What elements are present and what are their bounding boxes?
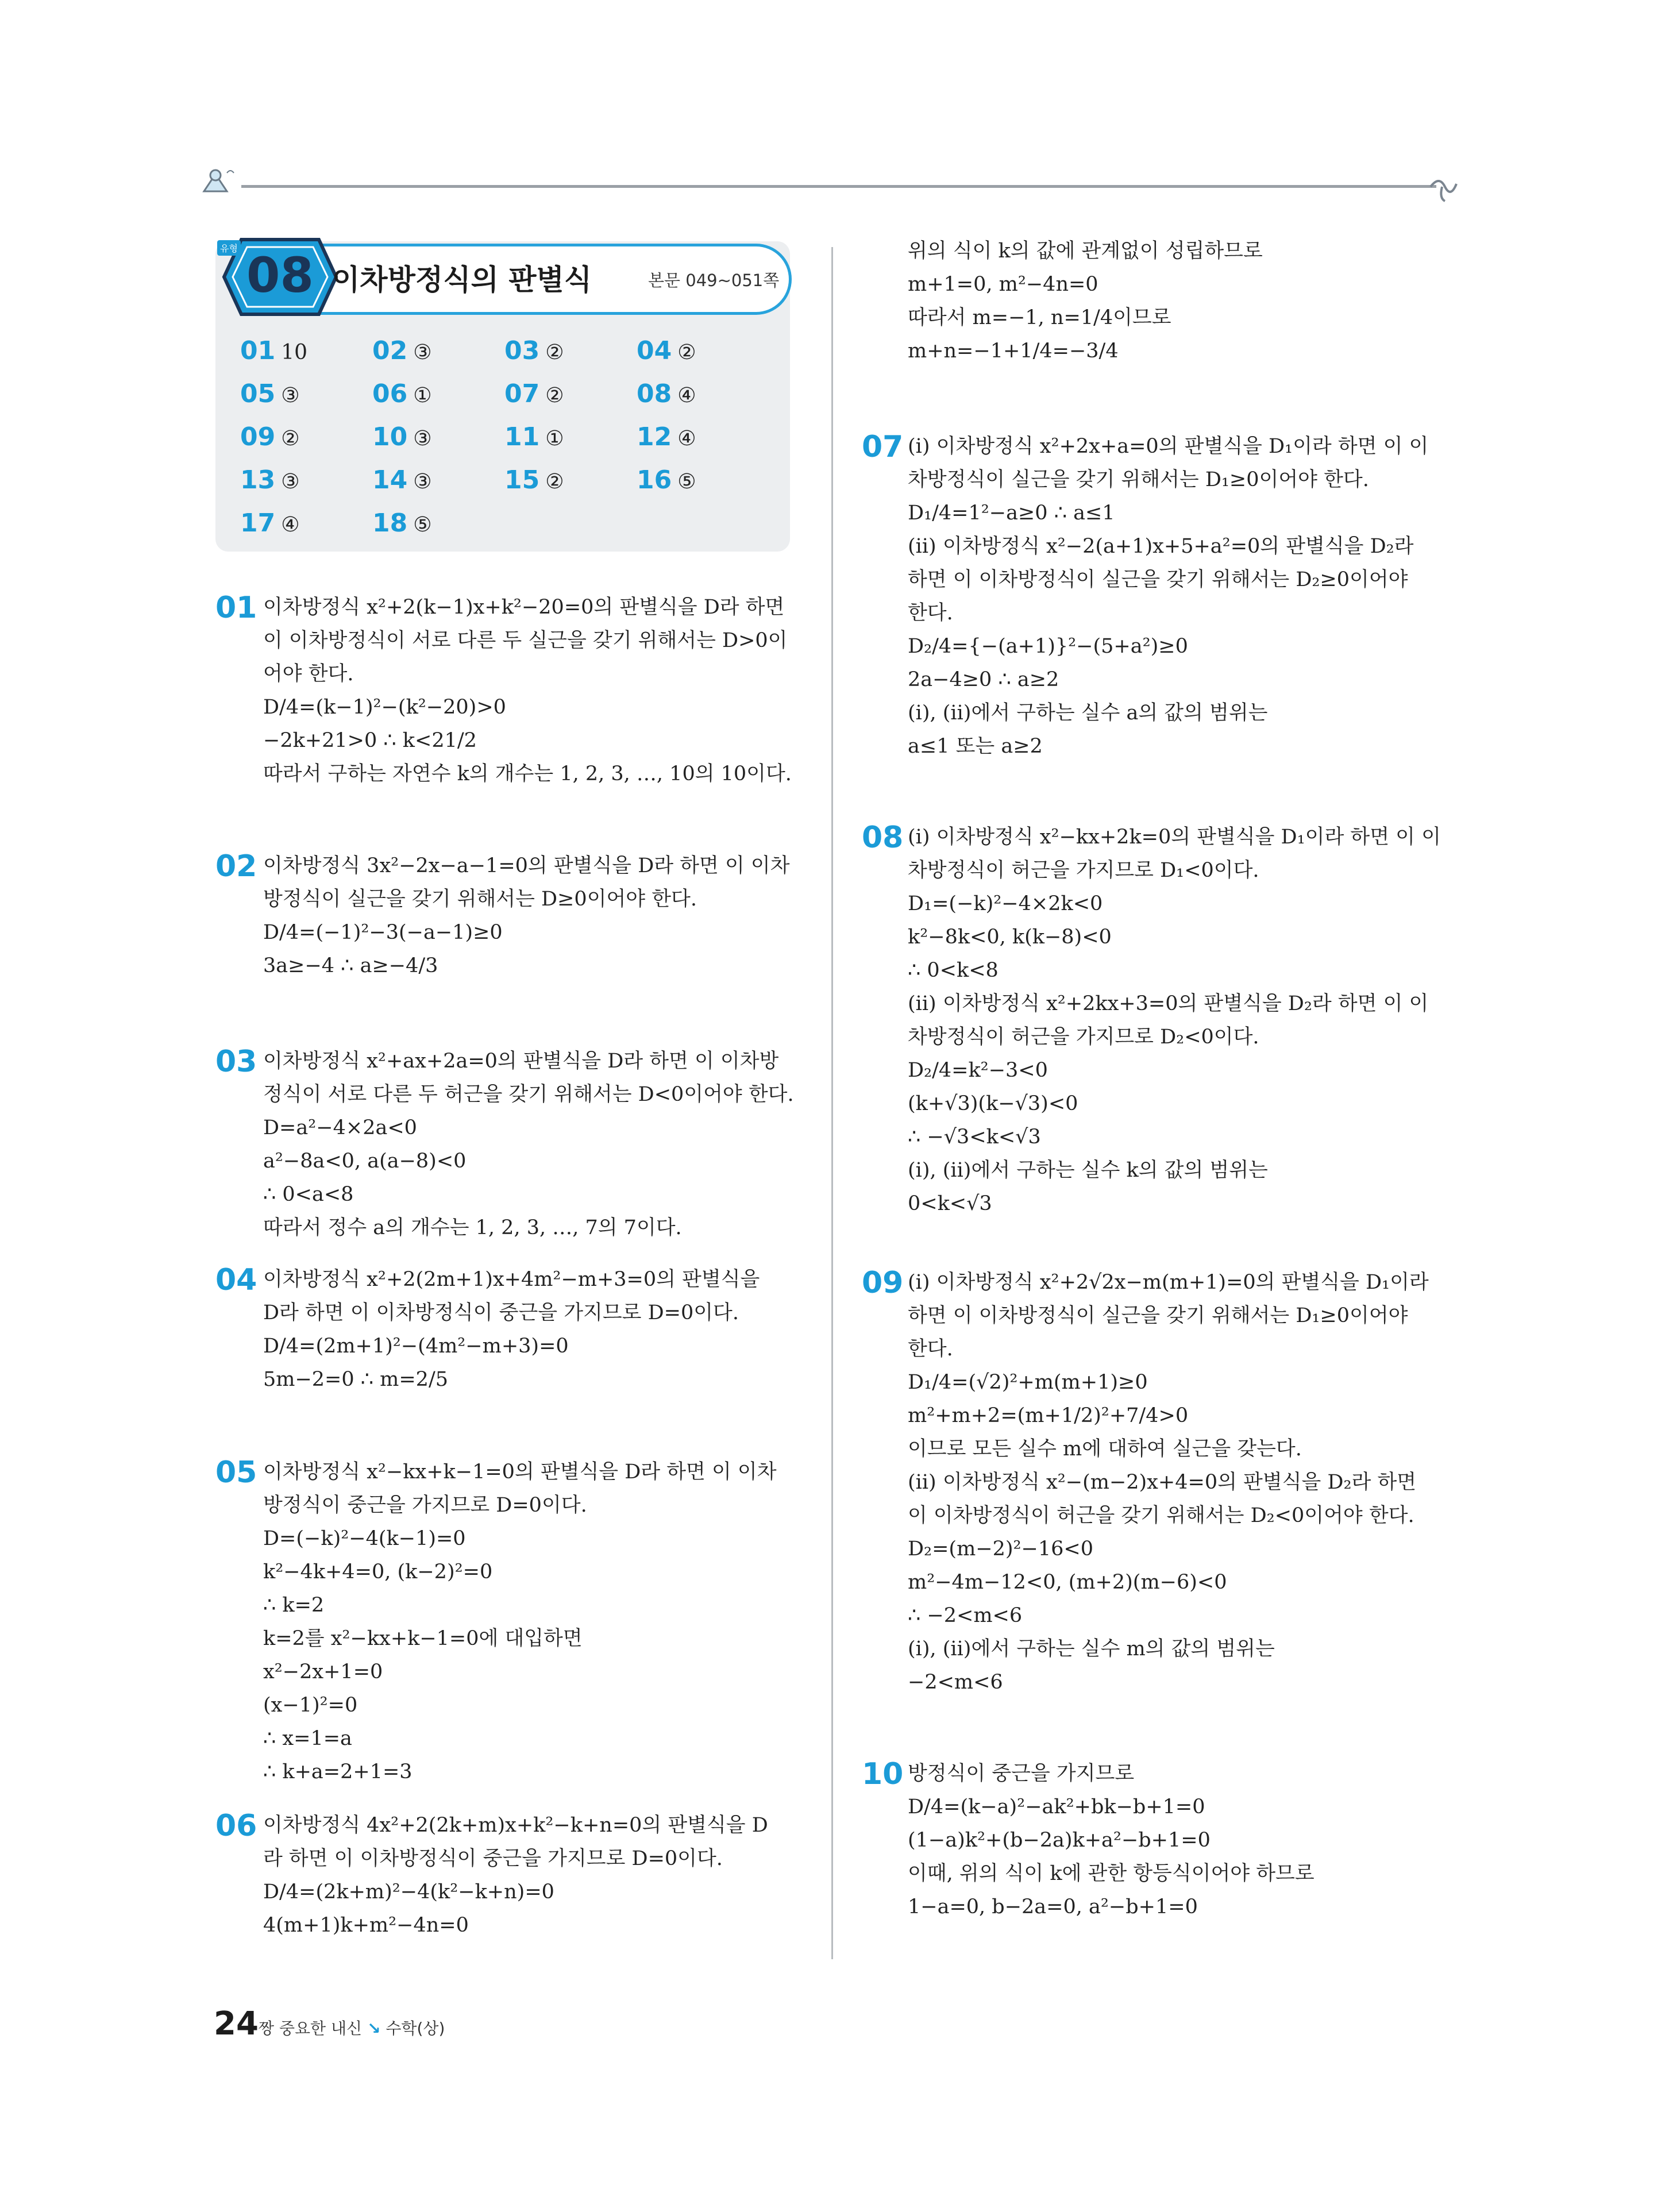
solution-line: 이차방정식 x²+2(2m+1)x+4m²−m+3=0의 판별식을 xyxy=(263,1268,760,1291)
solution-line: (ⅱ) 이차방정식 x²−(m−2)x+4=0의 판별식을 D₂라 하면 xyxy=(908,1471,1417,1494)
answer-number: 12 xyxy=(637,422,672,452)
solution-line: (ⅱ) 이차방정식 x²+2kx+3=0의 판별식을 D₂라 하면 이 이 xyxy=(908,992,1429,1015)
answer-number: 09 xyxy=(240,422,276,452)
solution-line: (ⅱ) 이차방정식 x²−2(a+1)x+5+a²=0의 판별식을 D₂라 xyxy=(908,535,1414,558)
answer-number: 08 xyxy=(637,379,672,409)
answer-number: 17 xyxy=(240,508,276,538)
book-title-pre: 짱 중요한 내신 xyxy=(259,2019,363,2038)
solution-line: 차방정식이 실근을 갖기 위해서는 D₁≥0이어야 한다. xyxy=(908,468,1369,491)
solution-line: 3a≥−4 ∴ a≥−4/3 xyxy=(263,954,438,977)
page-number: 24 xyxy=(214,2005,259,2043)
answer-number: 18 xyxy=(372,508,408,538)
solution-line: 방정식이 중근을 가지므로 xyxy=(908,1762,1135,1785)
section-number: 08 xyxy=(246,247,314,303)
answer-item xyxy=(240,336,307,365)
solution-line: (ⅰ) 이차방정식 x²+2x+a=0의 판별식을 D₁이라 하면 이 이 xyxy=(908,435,1429,458)
section-title: 이차방정식의 판별식 xyxy=(332,263,592,296)
solution-line: 차방정식이 허근을 가지므로 D₂<0이다. xyxy=(908,1026,1259,1049)
solution-line: (x−1)²=0 xyxy=(263,1694,358,1717)
answer-value: ④ xyxy=(677,384,696,407)
answer-number: 03 xyxy=(504,336,540,365)
solution-line: 이차방정식 x²+2(k−1)x+k²−20=0의 판별식을 D라 하면 xyxy=(263,596,785,619)
solution-line: D=a²−4×2a<0 xyxy=(263,1116,417,1139)
solution-line: 이므로 모든 실수 m에 대하여 실근을 갖는다. xyxy=(908,1438,1302,1460)
solution-line: D/4=(2k+m)²−4(k²−k+n)=0 xyxy=(263,1880,554,1903)
solution-line: 0<k<√3 xyxy=(908,1192,992,1215)
answer-number: 13 xyxy=(240,465,276,495)
solution-line: m+n=−1+1/4=−3/4 xyxy=(908,340,1119,363)
answer-value: ② xyxy=(677,341,696,364)
answer-value: ③ xyxy=(413,427,432,450)
answer-item xyxy=(240,379,300,409)
solution-line: x²−2x+1=0 xyxy=(263,1660,383,1683)
answer-item xyxy=(637,422,696,452)
answer-value: ③ xyxy=(413,470,432,494)
solution-line: 이차방정식 4x²+2(2k+m)x+k²−k+n=0의 판별식을 D xyxy=(263,1814,768,1837)
solution-line: 정식이 서로 다른 두 허근을 갖기 위해서는 D<0이어야 한다. xyxy=(263,1083,794,1106)
problem-number: 09 xyxy=(862,1266,904,1300)
solution-line: 따라서 구하는 자연수 k의 개수는 1, 2, 3, …, 10의 10이다. xyxy=(263,762,792,785)
solution-line: a≤1 또는 a≥2 xyxy=(908,735,1043,758)
solution-line: D₁/4=(√2)²+m(m+1)≥0 xyxy=(908,1371,1148,1394)
answer-value: ③ xyxy=(281,470,300,494)
solution-line: 이차방정식 3x²−2x−a−1=0의 판별식을 D라 하면 이 이차 xyxy=(263,854,790,877)
answer-number: 11 xyxy=(504,422,540,452)
answer-number: 14 xyxy=(372,465,408,495)
answer-item xyxy=(372,465,432,495)
solution-line: 라 하면 이 이차방정식이 중근을 가지므로 D=0이다. xyxy=(263,1847,723,1870)
solution-line: D₂/4={−(a+1)}²−(5+a²)≥0 xyxy=(908,635,1188,658)
solution-line: ∴ x=1=a xyxy=(263,1727,352,1750)
solution-line: 이차방정식 x²−kx+k−1=0의 판별식을 D라 하면 이 이차 xyxy=(263,1460,777,1483)
answer-number: 06 xyxy=(372,379,408,409)
solution-line: ∴ k+a=2+1=3 xyxy=(263,1760,413,1783)
solution-line: ∴ 0<a<8 xyxy=(263,1183,354,1206)
answer-value: 10 xyxy=(281,341,308,364)
answer-number: 05 xyxy=(240,379,276,409)
answer-value: ③ xyxy=(281,384,300,407)
answer-item xyxy=(372,422,432,452)
solution-line: −2<m<6 xyxy=(908,1671,1003,1694)
solution-line: 하면 이 이차방정식이 실근을 갖기 위해서는 D₁≥0이어야 xyxy=(908,1304,1408,1327)
solution-line: ∴ −2<m<6 xyxy=(908,1604,1023,1627)
solution-line: D₂/4=k²−3<0 xyxy=(908,1059,1048,1082)
solution-line: D라 하면 이 이차방정식이 중근을 가지므로 D=0이다. xyxy=(263,1301,739,1324)
answer-item xyxy=(637,379,696,409)
solution-line: 위의 식이 k의 값에 관계없이 성립하므로 xyxy=(908,240,1263,263)
answer-item xyxy=(240,422,300,452)
page-reference: 본문 049~051쪽 xyxy=(648,271,780,290)
answer-item xyxy=(637,465,696,495)
answer-number: 07 xyxy=(504,379,540,409)
solution-line: a²−8a<0, a(a−8)<0 xyxy=(263,1150,467,1173)
answer-item xyxy=(372,508,432,538)
answer-item xyxy=(240,465,300,495)
answer-number: 02 xyxy=(372,336,408,365)
problem-number: 06 xyxy=(215,1809,257,1843)
answer-value: ⑤ xyxy=(413,513,432,537)
solution-line: ∴ 0<k<8 xyxy=(908,959,999,982)
answer-value: ② xyxy=(545,341,564,364)
solution-line: −2k+21>0 ∴ k<21/2 xyxy=(263,729,477,752)
solution-line: (ⅰ), (ⅱ)에서 구하는 실수 a의 값의 범위는 xyxy=(908,702,1268,725)
solution-line: 이차방정식 x²+ax+2a=0의 판별식을 D라 하면 이 이차방 xyxy=(263,1050,779,1073)
book-logo-icon: ↘ xyxy=(367,2019,381,2038)
answer-item xyxy=(372,336,432,365)
solution-line: ∴ k=2 xyxy=(263,1594,325,1617)
solution-line: D₁/4=1²−a≥0 ∴ a≤1 xyxy=(908,502,1115,525)
solution-line: m²−4m−12<0, (m+2)(m−6)<0 xyxy=(908,1571,1227,1594)
solution-line: D/4=(2m+1)²−(4m²−m+3)=0 xyxy=(263,1335,569,1358)
problem-number: 07 xyxy=(862,430,904,464)
solution-line: 하면 이 이차방정식이 실근을 갖기 위해서는 D₂≥0이어야 xyxy=(908,568,1408,591)
solution-line: (1−a)k²+(b−2a)k+a²−b+1=0 xyxy=(908,1829,1211,1852)
answer-value: ① xyxy=(545,427,564,450)
answer-item xyxy=(504,379,564,409)
solution-line: (ⅰ) 이차방정식 x²+2√2x−m(m+1)=0의 판별식을 D₁이라 xyxy=(908,1271,1429,1294)
solution-line: D=(−k)²−4(k−1)=0 xyxy=(263,1527,466,1550)
solution-line: 1−a=0, b−2a=0, a²−b+1=0 xyxy=(908,1895,1198,1918)
answer-number: 04 xyxy=(637,336,672,365)
solution-line: 차방정식이 허근을 가지므로 D₁<0이다. xyxy=(908,859,1259,882)
answer-value: ② xyxy=(545,384,564,407)
problem-number: 08 xyxy=(862,820,904,855)
solution-line: 방정식이 실근을 갖기 위해서는 D≥0이어야 한다. xyxy=(263,888,697,911)
solution-line: 이 이차방정식이 허근을 갖기 위해서는 D₂<0이어야 한다. xyxy=(908,1504,1414,1527)
section-tag: 유형 xyxy=(217,240,241,256)
solution-line: D/4=(k−a)²−ak²+bk−b+1=0 xyxy=(908,1795,1205,1818)
solution-line: (ⅰ) 이차방정식 x²−kx+2k=0의 판별식을 D₁이라 하면 이 이 xyxy=(908,826,1441,849)
solution-line: D₂=(m−2)²−16<0 xyxy=(908,1537,1093,1560)
solution-line: 한다. xyxy=(908,1338,953,1361)
ribbon-knot-icon xyxy=(1425,172,1459,207)
problem-number: 02 xyxy=(215,849,257,884)
problem-number: 04 xyxy=(215,1263,257,1297)
solution-line: (ⅰ), (ⅱ)에서 구하는 실수 m의 값의 범위는 xyxy=(908,1637,1275,1660)
answer-value: ④ xyxy=(677,427,696,450)
solution-line: 4(m+1)k+m²−4n=0 xyxy=(263,1914,469,1937)
answer-item xyxy=(504,422,564,452)
problem-number: 03 xyxy=(215,1045,257,1079)
answer-item xyxy=(240,508,300,538)
solution-line: 방정식이 중근을 가지므로 D=0이다. xyxy=(263,1494,587,1517)
book-title-post: 수학(상) xyxy=(386,2019,445,2038)
answer-value: ② xyxy=(545,470,564,494)
solution-line: m²+m+2=(m+1/2)²+7/4>0 xyxy=(908,1404,1189,1427)
answer-item xyxy=(372,379,432,409)
solution-line: 이때, 위의 식이 k에 관한 항등식이어야 하므로 xyxy=(908,1862,1315,1885)
answer-item xyxy=(637,336,696,365)
solution-line: 이 이차방정식이 서로 다른 두 실근을 갖기 위해서는 D>0이 xyxy=(263,629,788,652)
solution-line: k²−4k+4=0, (k−2)²=0 xyxy=(263,1560,493,1583)
bird-mascot-icon xyxy=(198,163,238,197)
solution-line: 따라서 m=−1, n=1/4이므로 xyxy=(908,306,1171,329)
answer-number: 16 xyxy=(637,465,672,495)
answer-value: ② xyxy=(281,427,300,450)
solution-line: D₁=(−k)²−4×2k<0 xyxy=(908,892,1103,915)
answer-value: ⑤ xyxy=(677,470,696,494)
solution-line: 한다. xyxy=(908,602,953,625)
answer-number: 01 xyxy=(240,336,276,365)
problem-number: 10 xyxy=(862,1757,904,1791)
answer-number: 10 xyxy=(372,422,408,452)
solution-line: 5m−2=0 ∴ m=2/5 xyxy=(263,1368,449,1391)
answer-item xyxy=(504,465,564,495)
book-title xyxy=(259,2016,445,2039)
problem-number: 01 xyxy=(215,591,257,625)
solution-line: k=2를 x²−kx+k−1=0에 대입하면 xyxy=(263,1627,583,1650)
solution-line: k²−8k<0, k(k−8)<0 xyxy=(908,926,1112,949)
answer-value: ③ xyxy=(413,341,432,364)
column-divider xyxy=(831,247,833,1959)
answer-item xyxy=(504,336,564,365)
problem-number: 05 xyxy=(215,1455,257,1490)
solution-line: D/4=(−1)²−3(−a−1)≥0 xyxy=(263,921,503,944)
solution-line: ∴ −√3<k<√3 xyxy=(908,1126,1041,1149)
solution-line: m+1=0, m²−4n=0 xyxy=(908,273,1098,296)
solution-line: 따라서 정수 a의 개수는 1, 2, 3, …, 7의 7이다. xyxy=(263,1216,682,1239)
solution-line: 어야 한다. xyxy=(263,662,354,685)
top-rule xyxy=(241,185,1436,188)
answer-value: ④ xyxy=(281,513,300,537)
solution-line: (ⅰ), (ⅱ)에서 구하는 실수 k의 값의 범위는 xyxy=(908,1159,1268,1182)
solution-line: (k+√3)(k−√3)<0 xyxy=(908,1092,1078,1115)
answer-number: 15 xyxy=(504,465,540,495)
answer-value: ① xyxy=(413,384,432,407)
solution-line: 2a−4≥0 ∴ a≥2 xyxy=(908,668,1059,691)
solution-line: D/4=(k−1)²−(k²−20)>0 xyxy=(263,696,506,719)
